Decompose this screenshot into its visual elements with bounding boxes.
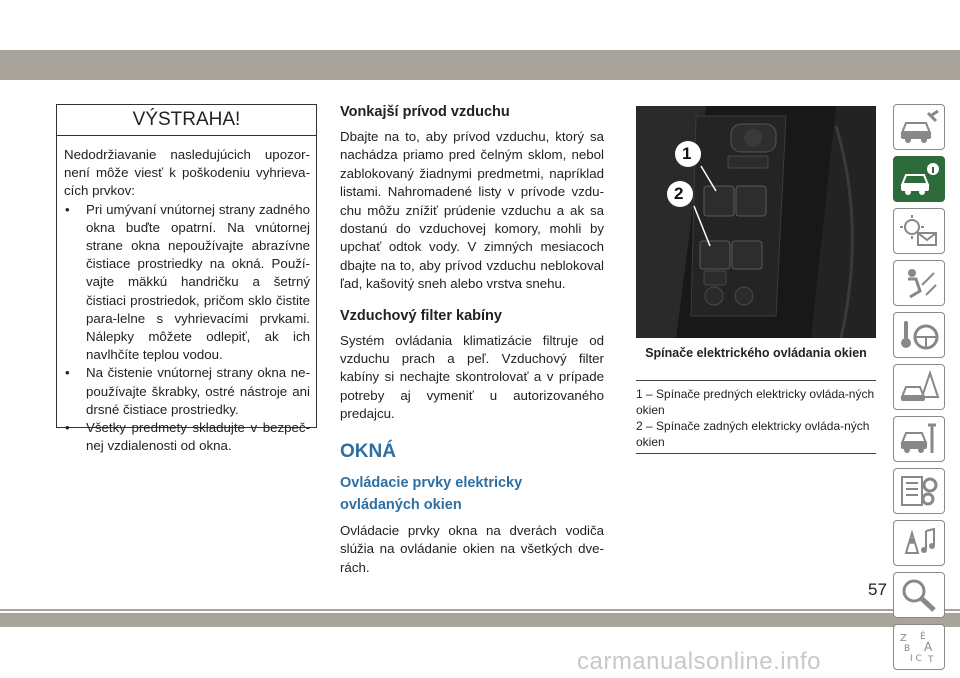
- warning-lights-icon: [898, 213, 940, 249]
- svg-text:Z: Z: [900, 633, 907, 644]
- airbag-icon: [898, 265, 940, 301]
- svg-text:T: T: [928, 655, 934, 665]
- car-info-icon: [898, 161, 940, 197]
- index-icon: [898, 629, 940, 665]
- chapter-tabs: [893, 104, 945, 676]
- watermark: carmanualsonline.info: [577, 648, 821, 675]
- roadside-warning-icon: [898, 369, 940, 405]
- caption-divider: [636, 380, 876, 381]
- warning-list: [64, 201, 310, 456]
- tab-roadside-warning[interactable]: [893, 364, 945, 410]
- section-text-cabin-filter: Systém ovládania klimatizácie filtruje od vzduchu prach a peľ. Vzduchový filter kabíny si nechajte skontrolovať a v prípade potreby aj vymeniť u autorizovaného predajcu.: [340, 332, 604, 422]
- svg-text:É: É: [920, 632, 926, 642]
- header-band: [0, 50, 960, 80]
- figure-caption: [636, 386, 876, 450]
- tab-steering-wheel[interactable]: [893, 312, 945, 358]
- figure-caption-title: Spínače elektrického ovládania okien: [645, 346, 867, 360]
- warning-title: VÝSTRAHA!: [57, 105, 316, 136]
- svg-text:B: B: [904, 644, 911, 654]
- tab-multimedia[interactable]: [893, 520, 945, 566]
- tab-car-tools[interactable]: [893, 104, 945, 150]
- section-heading-cabin-filter: Vzduchový filter kabíny: [340, 307, 502, 324]
- tab-specs[interactable]: [893, 468, 945, 514]
- tab-index[interactable]: [893, 624, 945, 670]
- svg-text:A: A: [924, 640, 933, 654]
- tab-airbag[interactable]: [893, 260, 945, 306]
- window-switches-photo: [636, 106, 876, 338]
- tab-car-service[interactable]: [893, 416, 945, 462]
- search-icon: [898, 577, 940, 613]
- warning-box: [56, 104, 317, 454]
- steering-wheel-icon: [898, 317, 940, 353]
- footer-band: [0, 613, 960, 627]
- chapter-heading-windows: OKNÁ: [340, 440, 396, 462]
- tab-car-info[interactable]: [893, 156, 945, 202]
- caption-line: 2 – Spínače zadných elektricky ovláda-ných okien: [636, 419, 870, 449]
- specs-gear-icon: [898, 473, 940, 509]
- warning-item: • Všetky predmety skladujte v bezpeč-nej vzdialenosti od okna.: [64, 419, 310, 455]
- section-heading-air-intake: Vonkajší prívod vzduchu: [340, 104, 510, 120]
- caption-line: 1 – Spínače predných elektricky ovláda-ných okien: [636, 387, 875, 417]
- car-tools-icon: [898, 109, 940, 145]
- callout-2: 2: [674, 184, 684, 203]
- warning-item: • Na čistenie vnútornej strany okna ne-používajte škrabky, ostré nástroje ani drsné čistiace prostriedky.: [64, 364, 310, 419]
- callout-1: 1: [682, 144, 692, 163]
- section-text-window-controls: Ovládacie prvky okna na dverách vodiča slúžia na ovládanie okien na všetkých dve-rách.: [340, 522, 604, 575]
- main-column: [340, 102, 604, 577]
- section-text-air-intake: Dbajte na to, aby prívod vzduchu, ktorý sa nachádza priamo pred čelným sklom, nebol zablokovaný žiadnymi predmetmi, napríklad listami. Nahromadené listy v prívode vzdu-chu môžu znížiť prúdenie vzduchu a ak sa dostanú do vzduchovej komory, mohli by upchať odtok vody. V zimných mesiacoch dbajte na to, aby prívod vzduchu neblokoval ľad, kašovitý sneh alebo vrstva snehu.: [340, 129, 604, 292]
- car-service-icon: [898, 421, 940, 457]
- svg-text:I C: I C: [910, 654, 922, 664]
- page-number: 57: [868, 580, 887, 599]
- multimedia-icon: [898, 525, 940, 561]
- caption-divider: [636, 453, 876, 454]
- tab-warning-lights[interactable]: [893, 208, 945, 254]
- tab-search[interactable]: [893, 572, 945, 618]
- warning-intro: Nedodržiavanie nasledujúcich upozor-není môže viesť k poškodeniu vyhrieva-cích prvkov:: [64, 147, 310, 199]
- section-heading-window-controls: Ovládacie prvky elektricky ovládaných okien: [340, 474, 523, 513]
- warning-item: • Pri umývaní vnútornej strany zadného okna buďte opatrní. Na vnútornej strane okna nepoužívajte abrazívne čistiace prostriedky na okná. Použí-vajte mäkkú handričku a šetrný čistiaci prostriedok, pričom sklo čistite para-lelne s vyhrievacími prvkami. Nálepky môžete odlepiť, ak ich navlhčíte teplou vodou.: [64, 201, 310, 365]
